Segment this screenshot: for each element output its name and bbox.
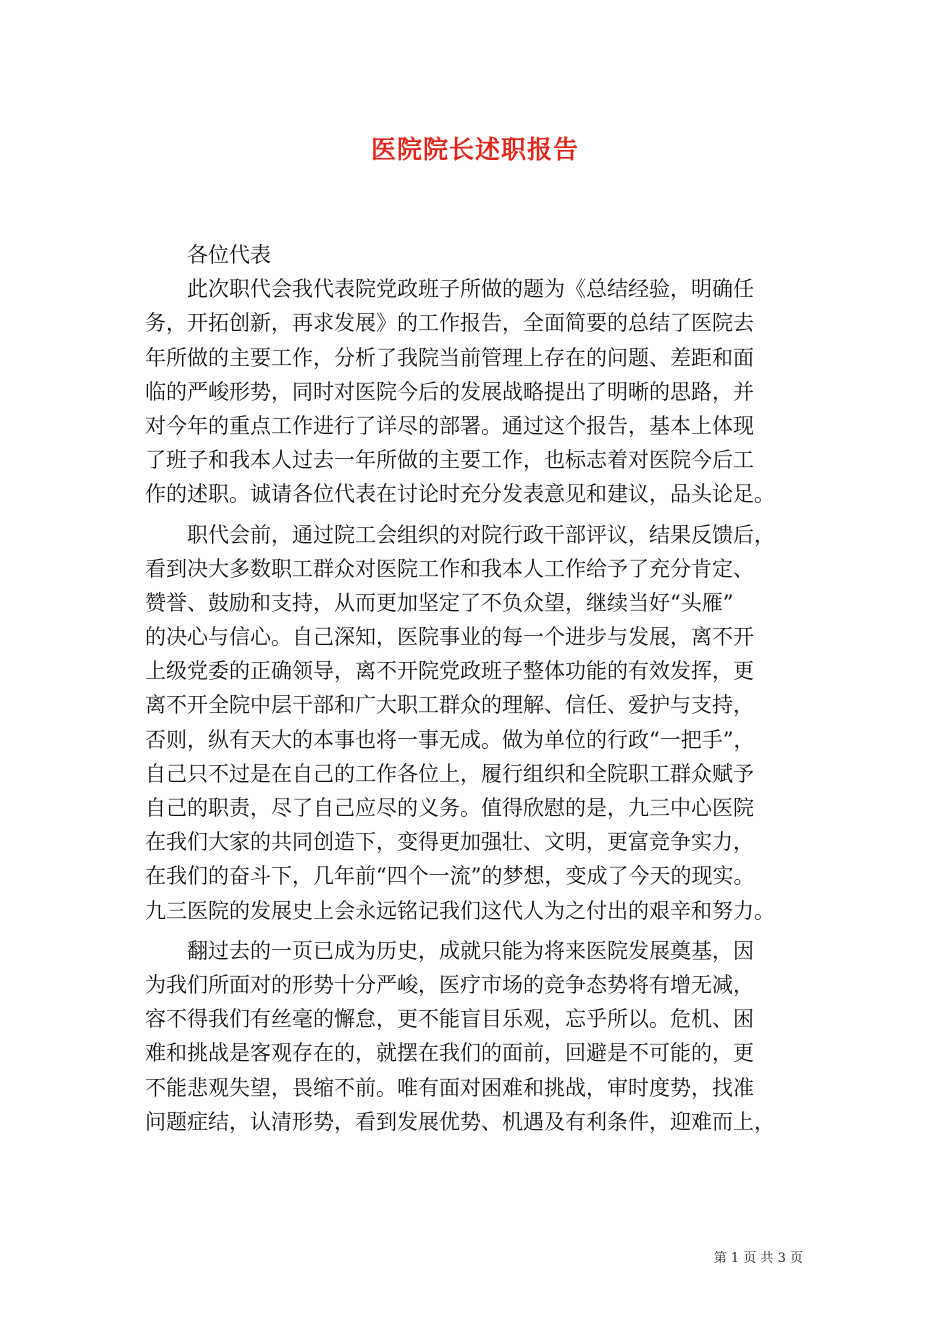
paragraph-line: 的决心与信心。自己深知，医院事业的每一个进步与发展，离不开 [145, 625, 754, 650]
paragraph-line: 离不开全院中层干部和广大职工群众的理解、信任、爱护与支持， [145, 693, 754, 718]
paragraph-line: 在我们大家的共同创造下，变得更加强壮、文明，更富竞争实力， [145, 830, 754, 855]
paragraph-line: 对今年的重点工作进行了详尽的部署。通过这个报告，基本上体现 [145, 413, 754, 438]
paragraph-line: 问题症结，认清形势，看到发展优势、机遇及有利条件，迎难而上， [145, 1109, 775, 1134]
document-title: 医院院长述职报告 [370, 135, 579, 164]
paragraph-line: 此次职代会我代表院党政班子所做的题为《总结经验，明确任 [187, 277, 754, 302]
page-number: 第 1 页 共 3 页 [713, 1251, 803, 1266]
paragraph-line: 为我们所面对的形势十分严峻，医疗市场的竞争态势将有增无减， [145, 972, 754, 997]
paragraph-line: 临的严峻形势，同时对医院今后的发展战略提出了明晰的思路，并 [145, 379, 754, 404]
paragraph-line: 年所做的主要工作，分析了我院当前管理上存在的问题、差距和面 [145, 345, 754, 370]
paragraph-line: 务，开拓创新，再求发展》的工作报告，全面简要的总结了医院去 [145, 311, 754, 336]
paragraph-3 [145, 934, 830, 1139]
paragraph-line: 否则，纵有天大的本事也将一事无成。做为单位的行政“一把手”， [145, 727, 755, 752]
paragraph-line: 自己的职责，尽了自己应尽的义务。值得欣慰的是，九三中心医院 [145, 796, 754, 820]
paragraph-line: 难和挑战是客观存在的，就摆在我们的面前，回避是不可能的，更 [145, 1041, 754, 1066]
paragraph-2 [145, 518, 830, 928]
paragraph-line: 了班子和我本人过去一年所做的主要工作，也标志着对医院今后工 [145, 448, 754, 473]
paragraph-line: 职代会前，通过院工会组织的对院行政干部评议，结果反馈后， [187, 522, 775, 547]
paragraph-line: 翻过去的一页已成为历史，成就只能为将来医院发展奠基，因 [187, 938, 754, 963]
paragraph-line: 容不得我们有丝毫的懈怠，更不能盲目乐观，忘乎所以。危机、困 [145, 1007, 754, 1032]
paragraph-line: 在我们的奋斗下，几年前“四个一流”的梦想，变成了今天的现实。 [145, 864, 755, 889]
paragraph-line: 九三医院的发展史上会永远铭记我们这代人为之付出的艰辛和努力。 [145, 898, 775, 923]
paragraph-line: 自己只不过是在自己的工作各位上，履行组织和全院职工群众赋予 [145, 761, 754, 786]
paragraph-line: 不能悲观失望，畏缩不前。唯有面对困难和挑战，审时度势，找准 [145, 1075, 754, 1100]
paragraph-line: 上级党委的正确领导，离不开院党政班子整体功能的有效发挥，更 [145, 659, 754, 684]
paragraph-line: 赞誉、鼓励和支持，从而更加坚定了不负众望，继续当好“头雁” [145, 590, 734, 615]
paragraph-line: 看到决大多数职工群众对医院工作和我本人工作给予了充分肯定、 [145, 556, 754, 581]
paragraph-line: 作的述职。诚请各位代表在讨论时充分发表意见和建议，品头论足。 [145, 482, 775, 507]
paragraph-1 [145, 272, 830, 511]
salutation: 各位代表 [187, 243, 271, 267]
document-body [145, 238, 830, 1139]
